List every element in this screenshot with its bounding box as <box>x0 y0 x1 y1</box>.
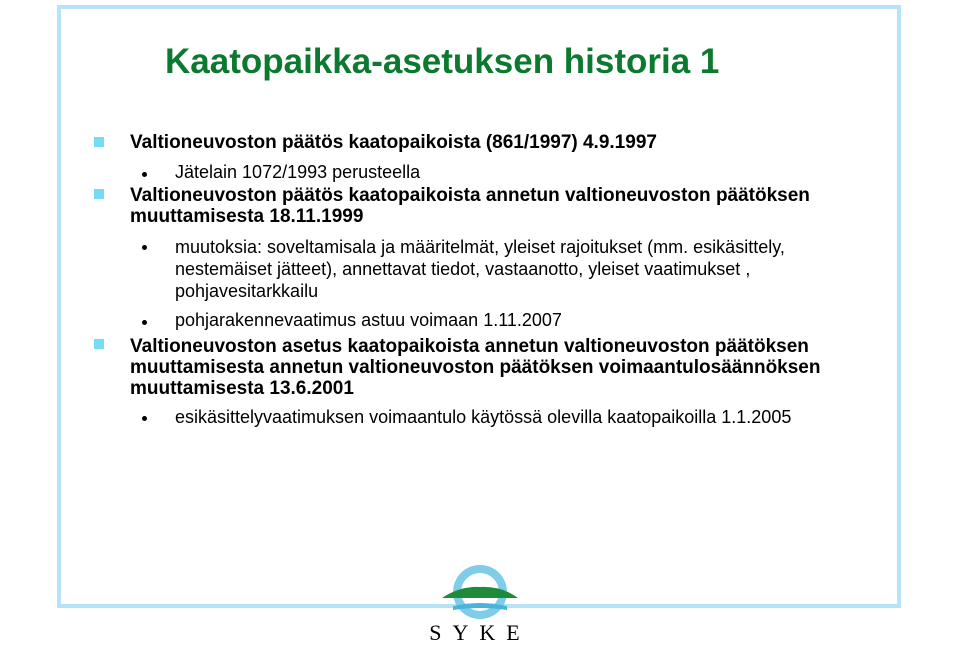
dot-bullet-icon <box>142 172 147 177</box>
bullet-item: Valtioneuvoston asetus kaatopaikoista annetun valtioneuvoston päätöksen muuttamisesta annetun valtioneuvoston päätöksen voimaantulosäännöksen muuttamisesta 13.6.2001 <box>130 336 821 399</box>
bullet-item: Valtioneuvoston päätös kaatopaikoista (861/1997) 4.9.1997 <box>130 132 657 153</box>
dot-bullet-icon <box>142 320 147 325</box>
square-bullet-icon <box>94 339 104 349</box>
sub-bullet-item: Jätelain 1072/1993 perusteella <box>175 162 421 182</box>
dot-bullet-icon <box>142 416 147 421</box>
square-bullet-icon <box>94 189 104 199</box>
dot-bullet-icon <box>142 245 147 250</box>
sub-bullet-item: pohjarakennevaatimus astuu voimaan 1.11.2007 <box>175 310 562 330</box>
syke-logo-text: SYKE <box>429 620 531 645</box>
sub-bullet-item: esikäsittelyvaatimuksen voimaantulo käytössä olevilla kaatopaikoilla 1.1.2005 <box>175 407 792 427</box>
slide-frame <box>57 5 901 608</box>
square-bullet-icon <box>94 137 104 147</box>
sub-bullet-item: muutoksia: soveltamisala ja määritelmät, yleiset rajoitukset (mm. esikäsittely, nestemäiset jätteet), annettavat tiedot, vastaanotto, yleiset vaatimukset , pohjavesitarkkailu <box>175 237 785 301</box>
bullet-item: Valtioneuvoston päätös kaatopaikoista annetun valtioneuvoston päätöksen muuttamisesta 18.11.1999 <box>130 185 810 227</box>
slide-title: Kaatopaikka-asetuksen historia 1 <box>165 42 720 81</box>
